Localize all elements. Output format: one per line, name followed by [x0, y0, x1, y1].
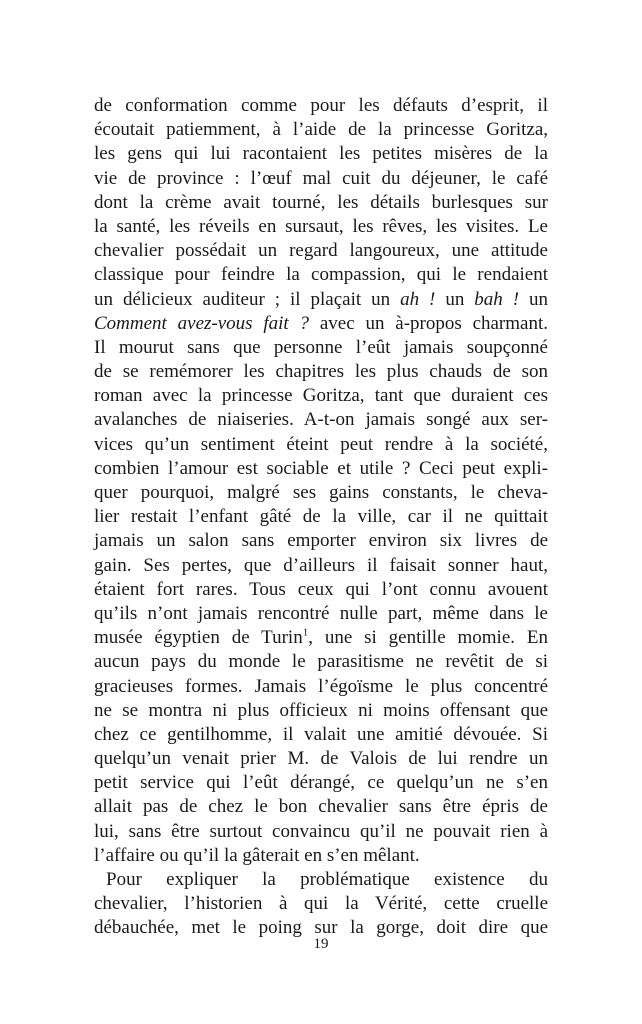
paragraph-1	[94, 94, 548, 868]
italic-text: Comment avez-vous fait ?	[94, 312, 310, 334]
text-line: Pour expliquer la problématique existence du	[106, 869, 548, 890]
text-line: l’affaire ou qu’il la gâterait en s’en mêlant.	[94, 844, 420, 866]
text-line: dont la crème avait tourné, les détails burlesques sur	[94, 191, 548, 213]
text-line: gain. Ses pertes, que d’ailleurs il faisait sonner haut,	[94, 554, 548, 576]
text-line	[94, 626, 548, 650]
text-line: de se remémorer les chapitres les plus chauds de son	[94, 361, 548, 383]
text-line: lier restait l’enfant gâté de la ville, car il ne quittait	[94, 506, 548, 528]
text-run: un	[519, 288, 549, 310]
text-run: avec un à-propos charmant.	[309, 312, 549, 334]
text-line: quelqu’un venait prier M. de Valois de lui rendre un	[94, 748, 548, 770]
text-line: les gens qui lui racontaient les petites misères de la	[94, 143, 548, 165]
text-run: un délicieux auditeur ; il plaçait un	[94, 288, 401, 310]
text-line: chevalier, l’historien à qui la Vérité, cette cruelle	[94, 893, 548, 915]
text-line: classique pour feindre la compassion, qui le rendaient	[94, 264, 548, 286]
text-line: débauchée, met le poing sur la gorge, doit dire que	[94, 917, 548, 939]
text-line: avalanches de niaiseries. A-t-on jamais songé aux ser-	[94, 409, 548, 431]
text-line: gracieuses formes. Jamais l’égoïsme le plus concentré	[94, 675, 548, 697]
text-line: de conformation comme pour les défauts d’esprit, il	[94, 95, 548, 116]
text-line: vices qu’un sentiment éteint peut rendre à la société,	[94, 433, 548, 455]
text-line	[94, 312, 548, 336]
text-line: quer pourquoi, malgré ses gains constants, le cheva-	[94, 482, 548, 503]
italic-text: ah !	[400, 288, 436, 310]
footnote-marker[interactable]: 1	[302, 626, 309, 639]
text-line: étaient fort rares. Tous ceux qui l’ont connu avouent	[94, 578, 548, 600]
text-line: Il mourut sans que personne l’eût jamais soupçonné	[94, 336, 548, 358]
text-line: chez ce gentilhomme, il valait une amitié dévouée. Si	[94, 723, 548, 745]
text-line: aucun pays du monde le parasitisme ne revêtit de si	[94, 651, 548, 673]
text-line: lui, sans être surtout convaincu qu’il ne pouvait rien à	[94, 820, 548, 842]
text-run: , une si gentille momie. En	[308, 627, 548, 649]
page-number: 19	[313, 936, 329, 952]
paragraph-2	[94, 868, 548, 941]
text-line: combien l’amour est sociable et utile ? Ceci peut expli-	[94, 457, 548, 479]
text-line: petit service qui l’eût dérangé, ce quelqu’un ne s’en	[94, 772, 548, 794]
text-line: vie de province : l’œuf mal cuit du déjeuner, le café	[94, 167, 548, 189]
text-line: jamais un salon sans emporter environ six livres de	[94, 530, 548, 552]
text-line: écoutait patiemment, à l’aide de la princesse Goritza,	[94, 119, 548, 141]
text-line: la santé, les réveils en sursaut, les rêves, les visites. Le	[94, 215, 548, 237]
text-run: musée égyptien de Turin	[94, 627, 303, 649]
italic-text: bah !	[474, 288, 520, 310]
text-run: un	[435, 288, 475, 310]
text-line: roman avec la princesse Goritza, tant que duraient ces	[94, 385, 548, 407]
text-line: allait pas de chez le bon chevalier sans être épris de	[94, 796, 548, 818]
text-line: ne se montra ni plus officieux ni moins offensant que	[94, 699, 548, 721]
text-line: qu’ils n’ont jamais rencontré nulle part, même dans le	[94, 602, 548, 624]
text-line: chevalier possédait un regard langoureux, une attitude	[94, 240, 548, 262]
page-body	[94, 94, 548, 941]
text-line	[94, 288, 548, 312]
